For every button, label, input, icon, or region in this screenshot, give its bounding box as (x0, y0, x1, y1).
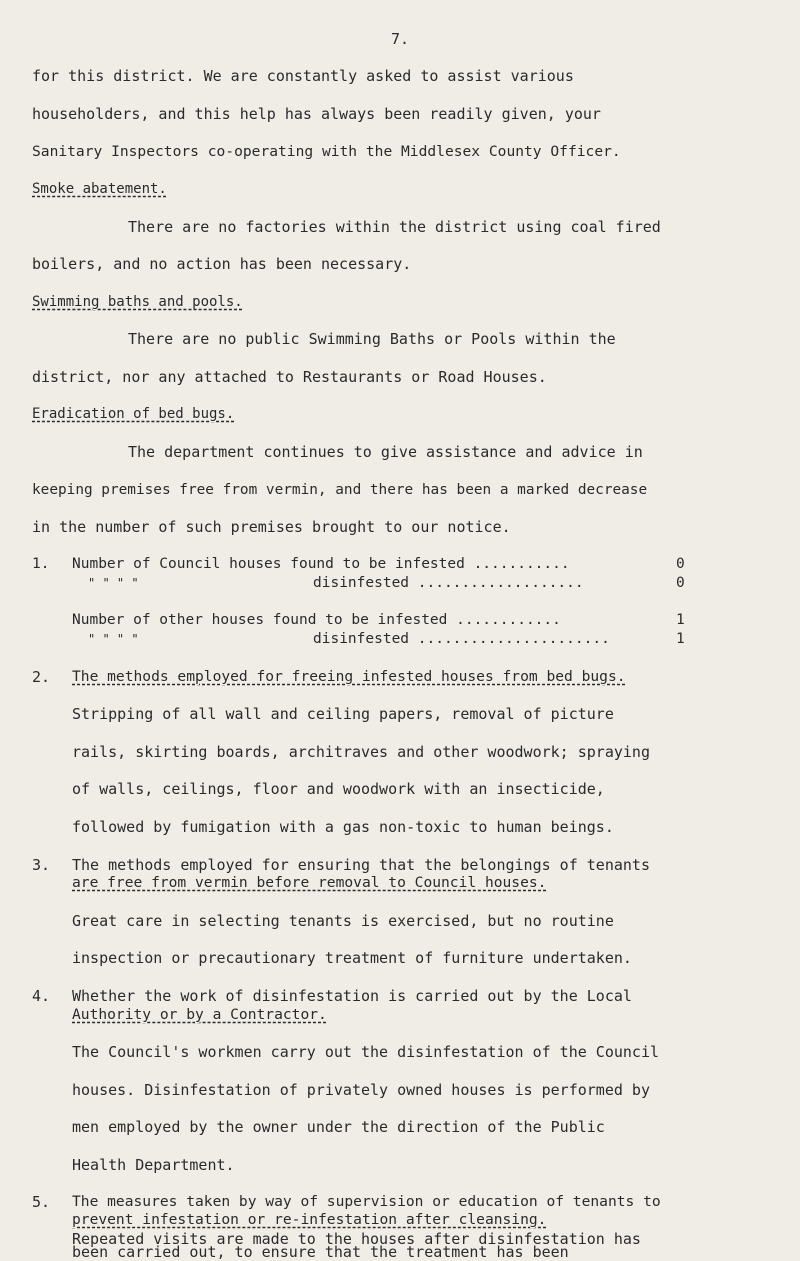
swimming-line-2: district, nor any attached to Restaurants or Road Houses. (32, 368, 547, 386)
item-2-line-2: rails, skirting boards, architraves and other woodwork; spraying (72, 743, 650, 761)
item-2-line-3: of walls, ceilings, floor and woodwork with an insecticide, (72, 780, 605, 798)
item-2-number: 2. (32, 668, 51, 686)
row-council-infested-label: Number of Council houses found to be infested ........... (72, 556, 570, 572)
intro-line-1: for this district. We are constantly asked to assist various (32, 67, 574, 85)
item-2-line-4: followed by fumigation with a gas non-toxic to human beings. (72, 818, 614, 836)
row-other-infested-label: Number of other houses found to be infested ............ (72, 612, 561, 628)
swimming-line-1: There are no public Swimming Baths or Pools within the (128, 330, 616, 348)
row-council-disinfested-label: disinfested ................... (313, 575, 584, 591)
item-3-line-1: The methods employed for ensuring that the belongings of tenants (72, 856, 650, 874)
smoke-line-2: boilers, and no action has been necessary. (32, 255, 412, 273)
item-4-line-2: The Council's workmen carry out the disinfestation of the Council (72, 1043, 659, 1061)
item-4-line-1: Whether the work of disinfestation is carried out by the Local (72, 987, 632, 1005)
item-2-heading: The methods employed for freeing infested houses from bed bugs. (72, 668, 626, 685)
row-council-infested-value: 0 (676, 556, 685, 572)
item-2-line-1: Stripping of all wall and ceiling papers, removal of picture (72, 705, 614, 723)
row-other-disinfested-label: disinfested ...................... (313, 631, 610, 647)
row-council-disinfested-ditto: " " " " (88, 576, 139, 590)
item-3-line-3: inspection or precautionary treatment of furniture undertaken. (72, 949, 632, 967)
row-other-disinfested-value: 1 (676, 631, 685, 647)
swimming-heading: Swimming baths and pools. (32, 294, 243, 310)
row-council-disinfested-value: 0 (676, 575, 685, 591)
item-3-heading: are free from vermin before removal to Council houses. (72, 874, 547, 891)
item-5-number: 5. (32, 1193, 51, 1211)
intro-line-3: Sanitary Inspectors co-operating with the Middlesex County Officer. (32, 143, 621, 160)
bugs-line-2: keeping premises free from vermin, and there has been a marked decrease (32, 482, 648, 498)
item-5-line-2: Repeated visits are made to the houses after disinfestation has (72, 1230, 641, 1248)
intro-line-2: householders, and this help has always been readily given, your (32, 105, 601, 123)
bugs-line-3: in the number of such premises brought to our notice. (32, 518, 511, 536)
item-5-line-3: been carried out, to ensure that the treatment has been (72, 1243, 569, 1261)
item-4-line-5: Health Department. (72, 1156, 235, 1174)
bugs-heading: Eradication of bed bugs. (32, 406, 235, 422)
table-item-number: 1. (32, 556, 50, 572)
item-4-heading: Authority or by a Contractor. (72, 1006, 327, 1023)
smoke-line-1: There are no factories within the district using coal fired (128, 218, 661, 236)
item-5-heading: prevent infestation or re-infestation after cleansing. (72, 1211, 547, 1228)
row-other-infested-value: 1 (676, 612, 685, 628)
item-4-number: 4. (32, 987, 51, 1005)
item-3-number: 3. (32, 856, 51, 874)
bugs-line-1: The department continues to give assistance and advice in (128, 443, 643, 461)
item-5-line-1: The measures taken by way of supervision or education of tenants to (72, 1193, 661, 1210)
row-other-disinfested-ditto: " " " " (88, 632, 139, 646)
page-number: 7. (390, 30, 410, 48)
item-4-line-3: houses. Disinfestation of privately owned houses is performed by (72, 1081, 650, 1099)
item-4-line-4: men employed by the owner under the direction of the Public (72, 1118, 605, 1136)
smoke-heading: Smoke abatement. (32, 181, 167, 197)
item-3-line-2: Great care in selecting tenants is exercised, but no routine (72, 912, 614, 930)
